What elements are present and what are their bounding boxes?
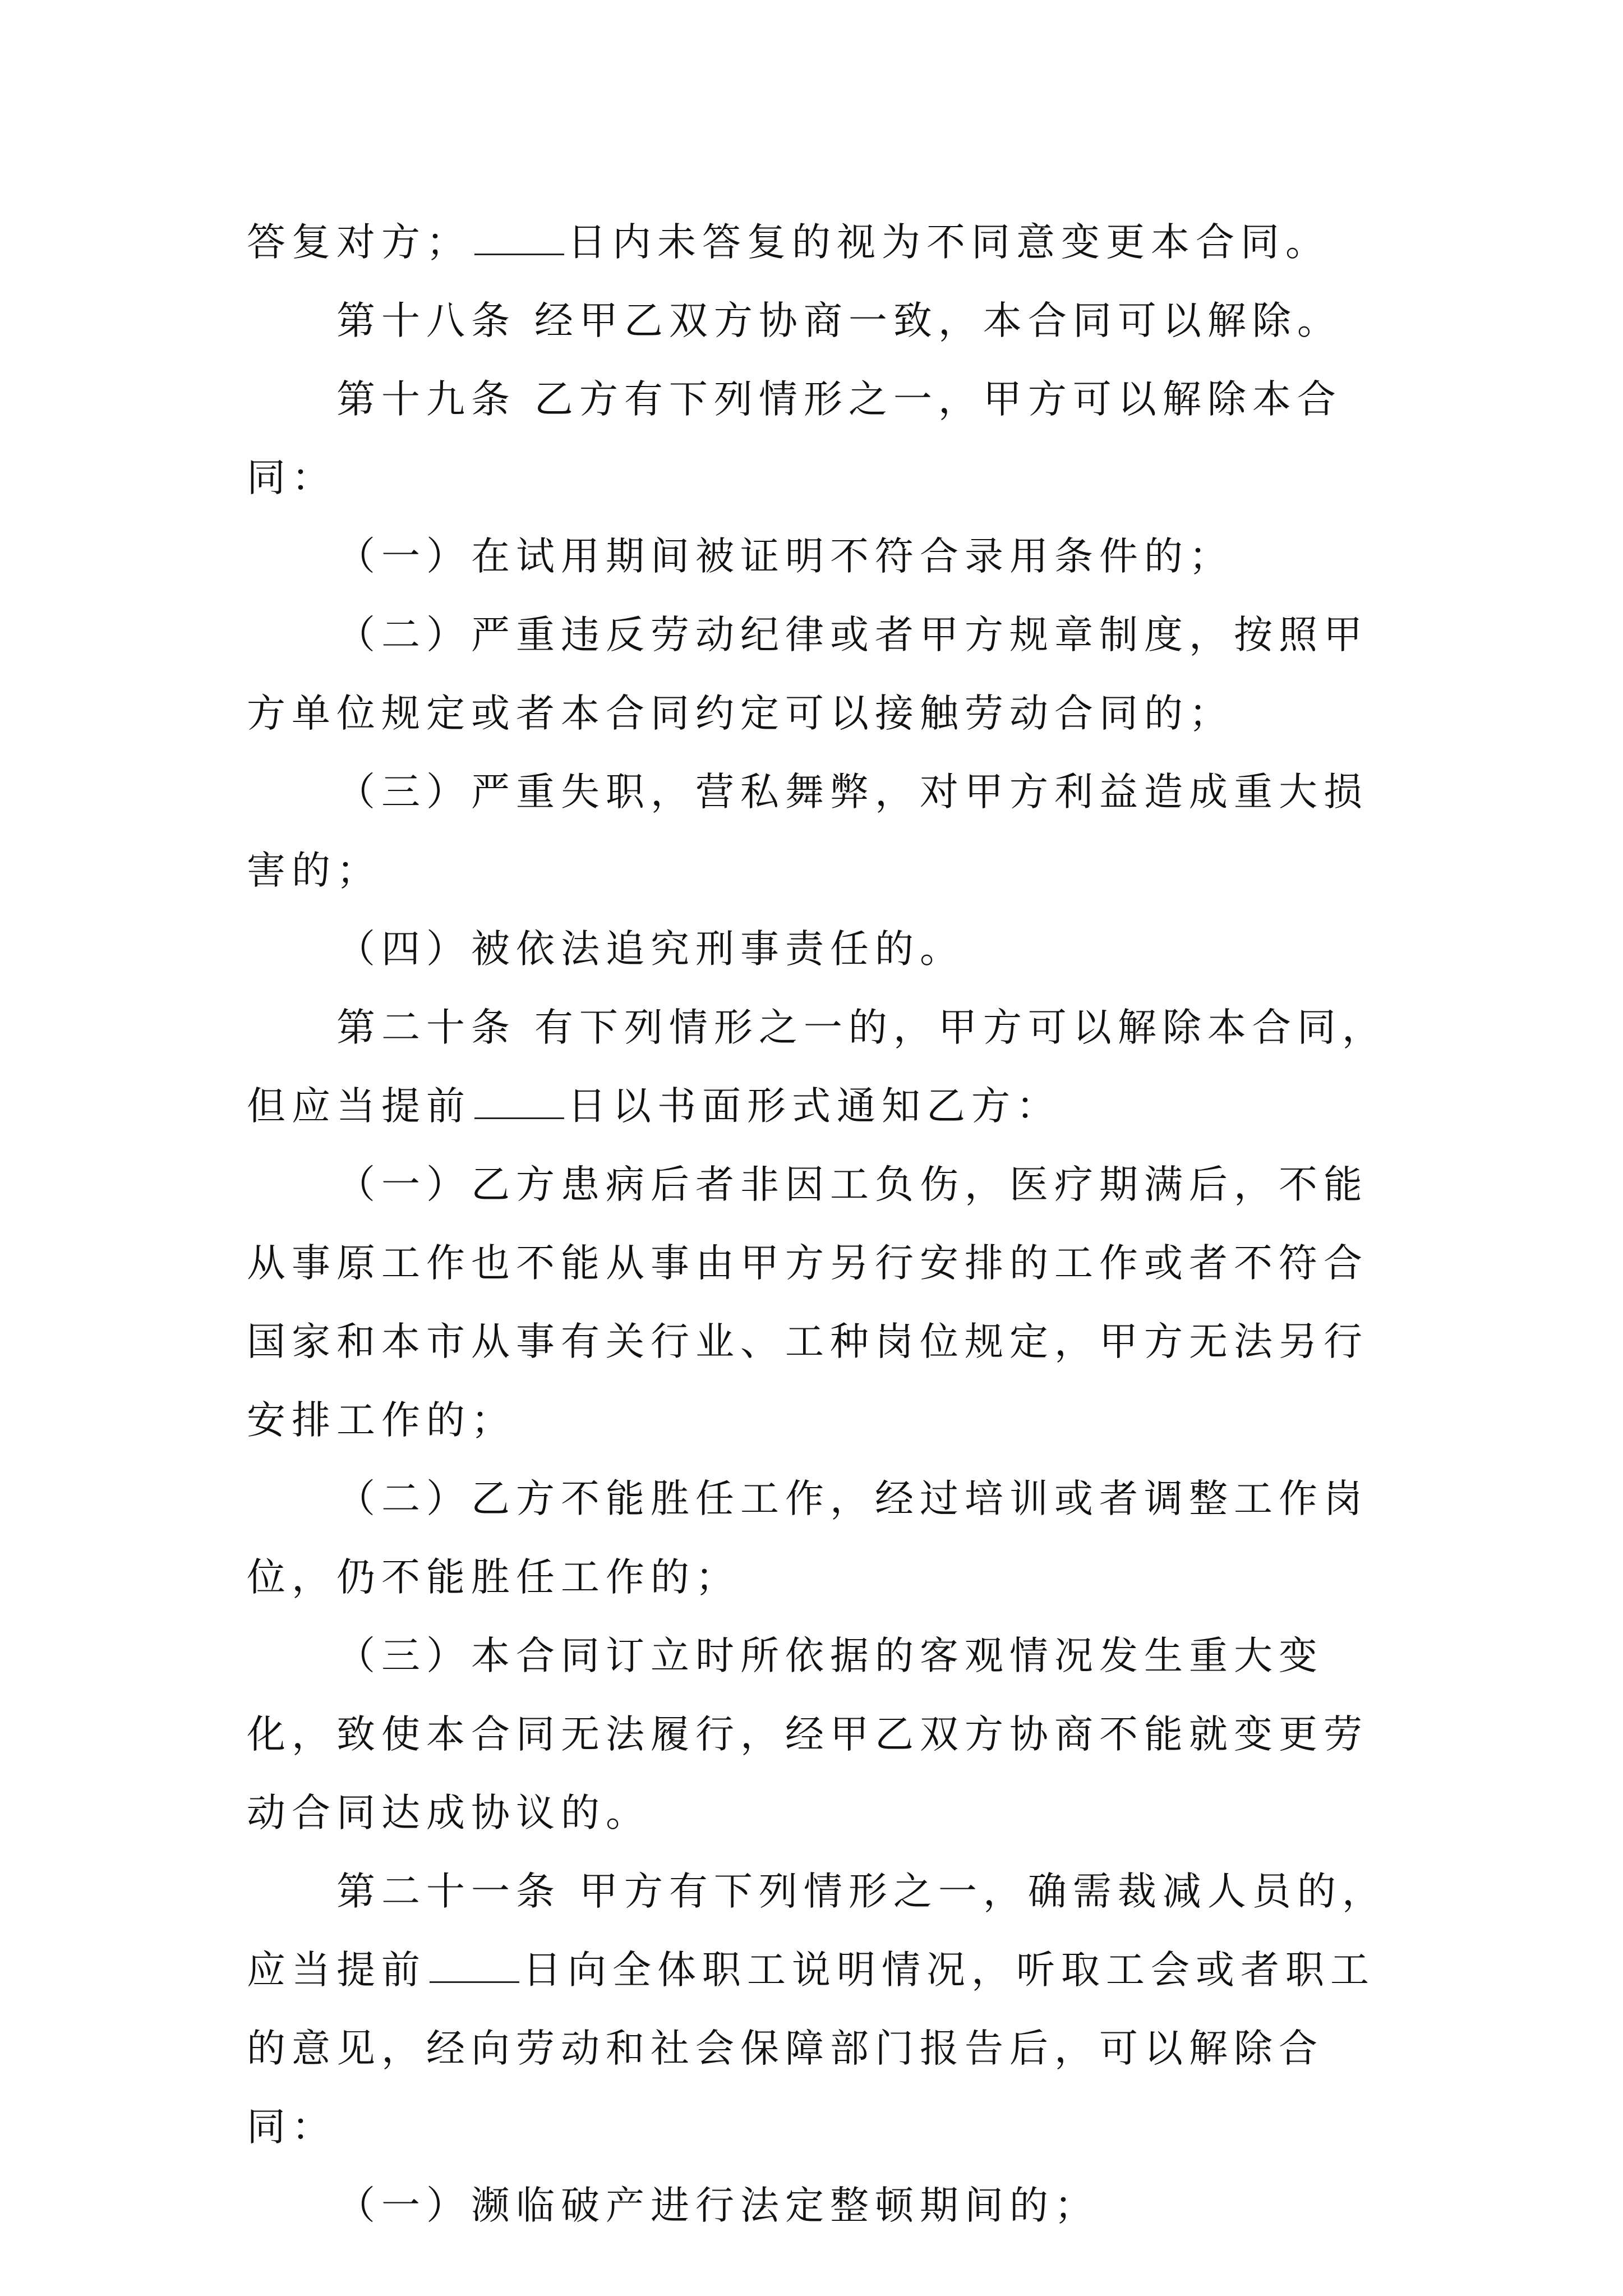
article-20-item-3: （三）本合同订立时所依据的客观情况发生重大变化，致使本合同无法履行，经甲乙双方协商不能就变更劳动合同达成协议的。 — [247, 1634, 1368, 1835]
article-20-item-1: （一）乙方患病后者非因工负伤，医疗期满后，不能从事原工作也不能从事由甲方另行安排的工作或者不符合国家和本市从事有关行业、工种岗位规定，甲方无法另行安排工作的； — [247, 1162, 1368, 1443]
fill-in-blank — [474, 1115, 564, 1119]
article-21 — [247, 1852, 1391, 2166]
paragraph-reply-clause — [247, 203, 1391, 282]
article-19-item-4: （四）被依法追究刑事责任的。 — [336, 927, 965, 972]
article-20 — [247, 988, 1391, 1145]
fill-in-blank — [474, 251, 564, 255]
fill-in-blank — [430, 1979, 519, 1983]
paragraph-text: 日以书面形式通知乙方： — [568, 1084, 1061, 1129]
paragraph-text: 第二十一条 甲方有下列情形之一，确需裁减人员的，应当提前 — [247, 1869, 1387, 1993]
paragraph-text: 答复对方； — [247, 220, 471, 265]
article-19-item-3: （三）严重失职，营私舞弊，对甲方利益造成重大损害的； — [247, 770, 1368, 893]
article-19-item-2: （二）严重违反劳动纪律或者甲方规章制度，按照甲方单位规定或者本合同约定可以接触劳动合同的； — [247, 613, 1368, 736]
article-19: 第十九条 乙方有下列情形之一，甲方可以解除本合同： — [247, 377, 1342, 500]
article-20-item-2: （二）乙方不能胜任工作，经过培训或者调整工作岗位，仍不能胜任工作的； — [247, 1476, 1368, 1600]
article-21-item-1: （一）濒临破产进行法定整顿期间的； — [336, 2183, 1099, 2228]
article-19-item-1: （一）在试用期间被证明不符合录用条件的； — [336, 534, 1234, 579]
document-body — [247, 203, 1391, 2245]
paragraph-text: 第二十条 有下列情形之一的，甲方可以解除本合同，但应当提前 — [247, 1005, 1387, 1129]
article-18: 第十八条 经甲乙双方协商一致，本合同可以解除。 — [336, 298, 1342, 343]
paragraph-text: 日内未答复的视为不同意变更本合同。 — [568, 220, 1330, 265]
paragraph-text: 日向全体职工说明情况，听取工会或者职工的意见，经向劳动和社会保障部门报告后，可以解除合同： — [247, 1948, 1375, 2150]
